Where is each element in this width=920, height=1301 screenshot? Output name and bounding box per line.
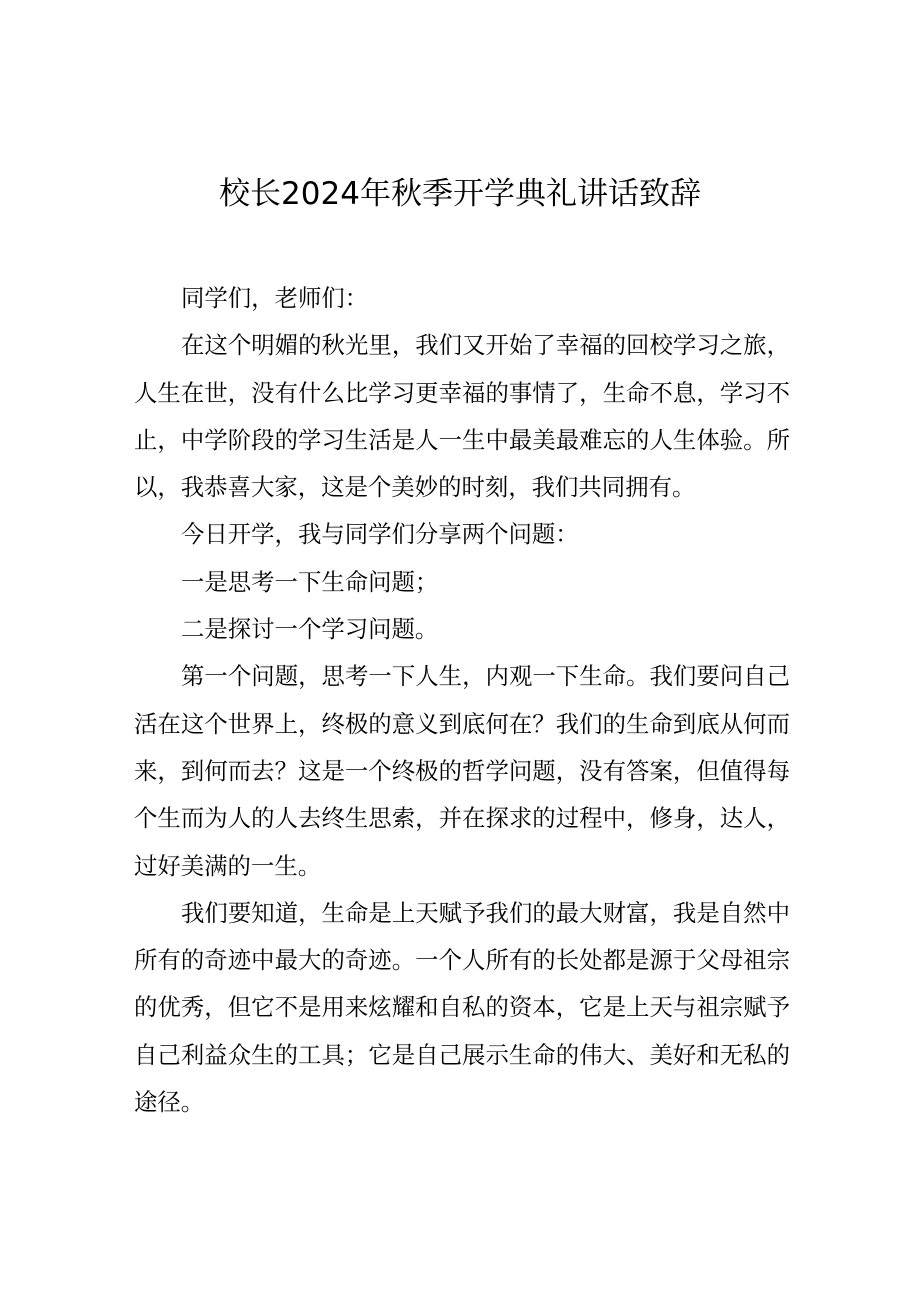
paragraph-topics-intro: 今日开学，我与同学们分享两个问题： bbox=[181, 520, 579, 549]
paragraph-first-question: 第一个问题，思考一下人生，内观一下生命。我们要问自己活在这个世界上，终极的意义到底何在？我们的生命到底从何而来，到何而去？这是一个终极的哲学问题，没有答案，但值得每个生而为人的人去终生思索，并在探求的过程中，修身，达人，过好美满的一生。 bbox=[134, 662, 790, 880]
document-body bbox=[134, 275, 790, 1126]
document-title: 校长2024年秋季开学典礼讲话致辞 bbox=[219, 176, 701, 212]
paragraph-topic-two: 二是探讨一个学习问题。 bbox=[181, 615, 439, 644]
paragraph-salutation: 同学们，老师们： bbox=[181, 284, 369, 312]
paragraph-opening: 在这个明媚的秋光里，我们又开始了幸福的回校学习之旅，人生在世，没有什么比学习更幸福的事情了，生命不息，学习不止，中学阶段的学习生活是人一生中最美最难忘的人生体验。所以，我恭喜大家，这是个美妙的时刻，我们共同拥有。 bbox=[134, 331, 790, 502]
paragraph-life-treasure: 我们要知道，生命是上天赋予我们的最大财富，我是自然中所有的奇迹中最大的奇迹。一个人所有的长处都是源于父母祖宗的优秀，但它不是用来炫耀和自私的资本，它是上天与祖宗赋予自己利益众生的工具；它是自己展示生命的伟大、美好和无私的途径。 bbox=[134, 898, 790, 1117]
paragraph-topic-one: 一是思考一下生命问题； bbox=[181, 567, 439, 596]
